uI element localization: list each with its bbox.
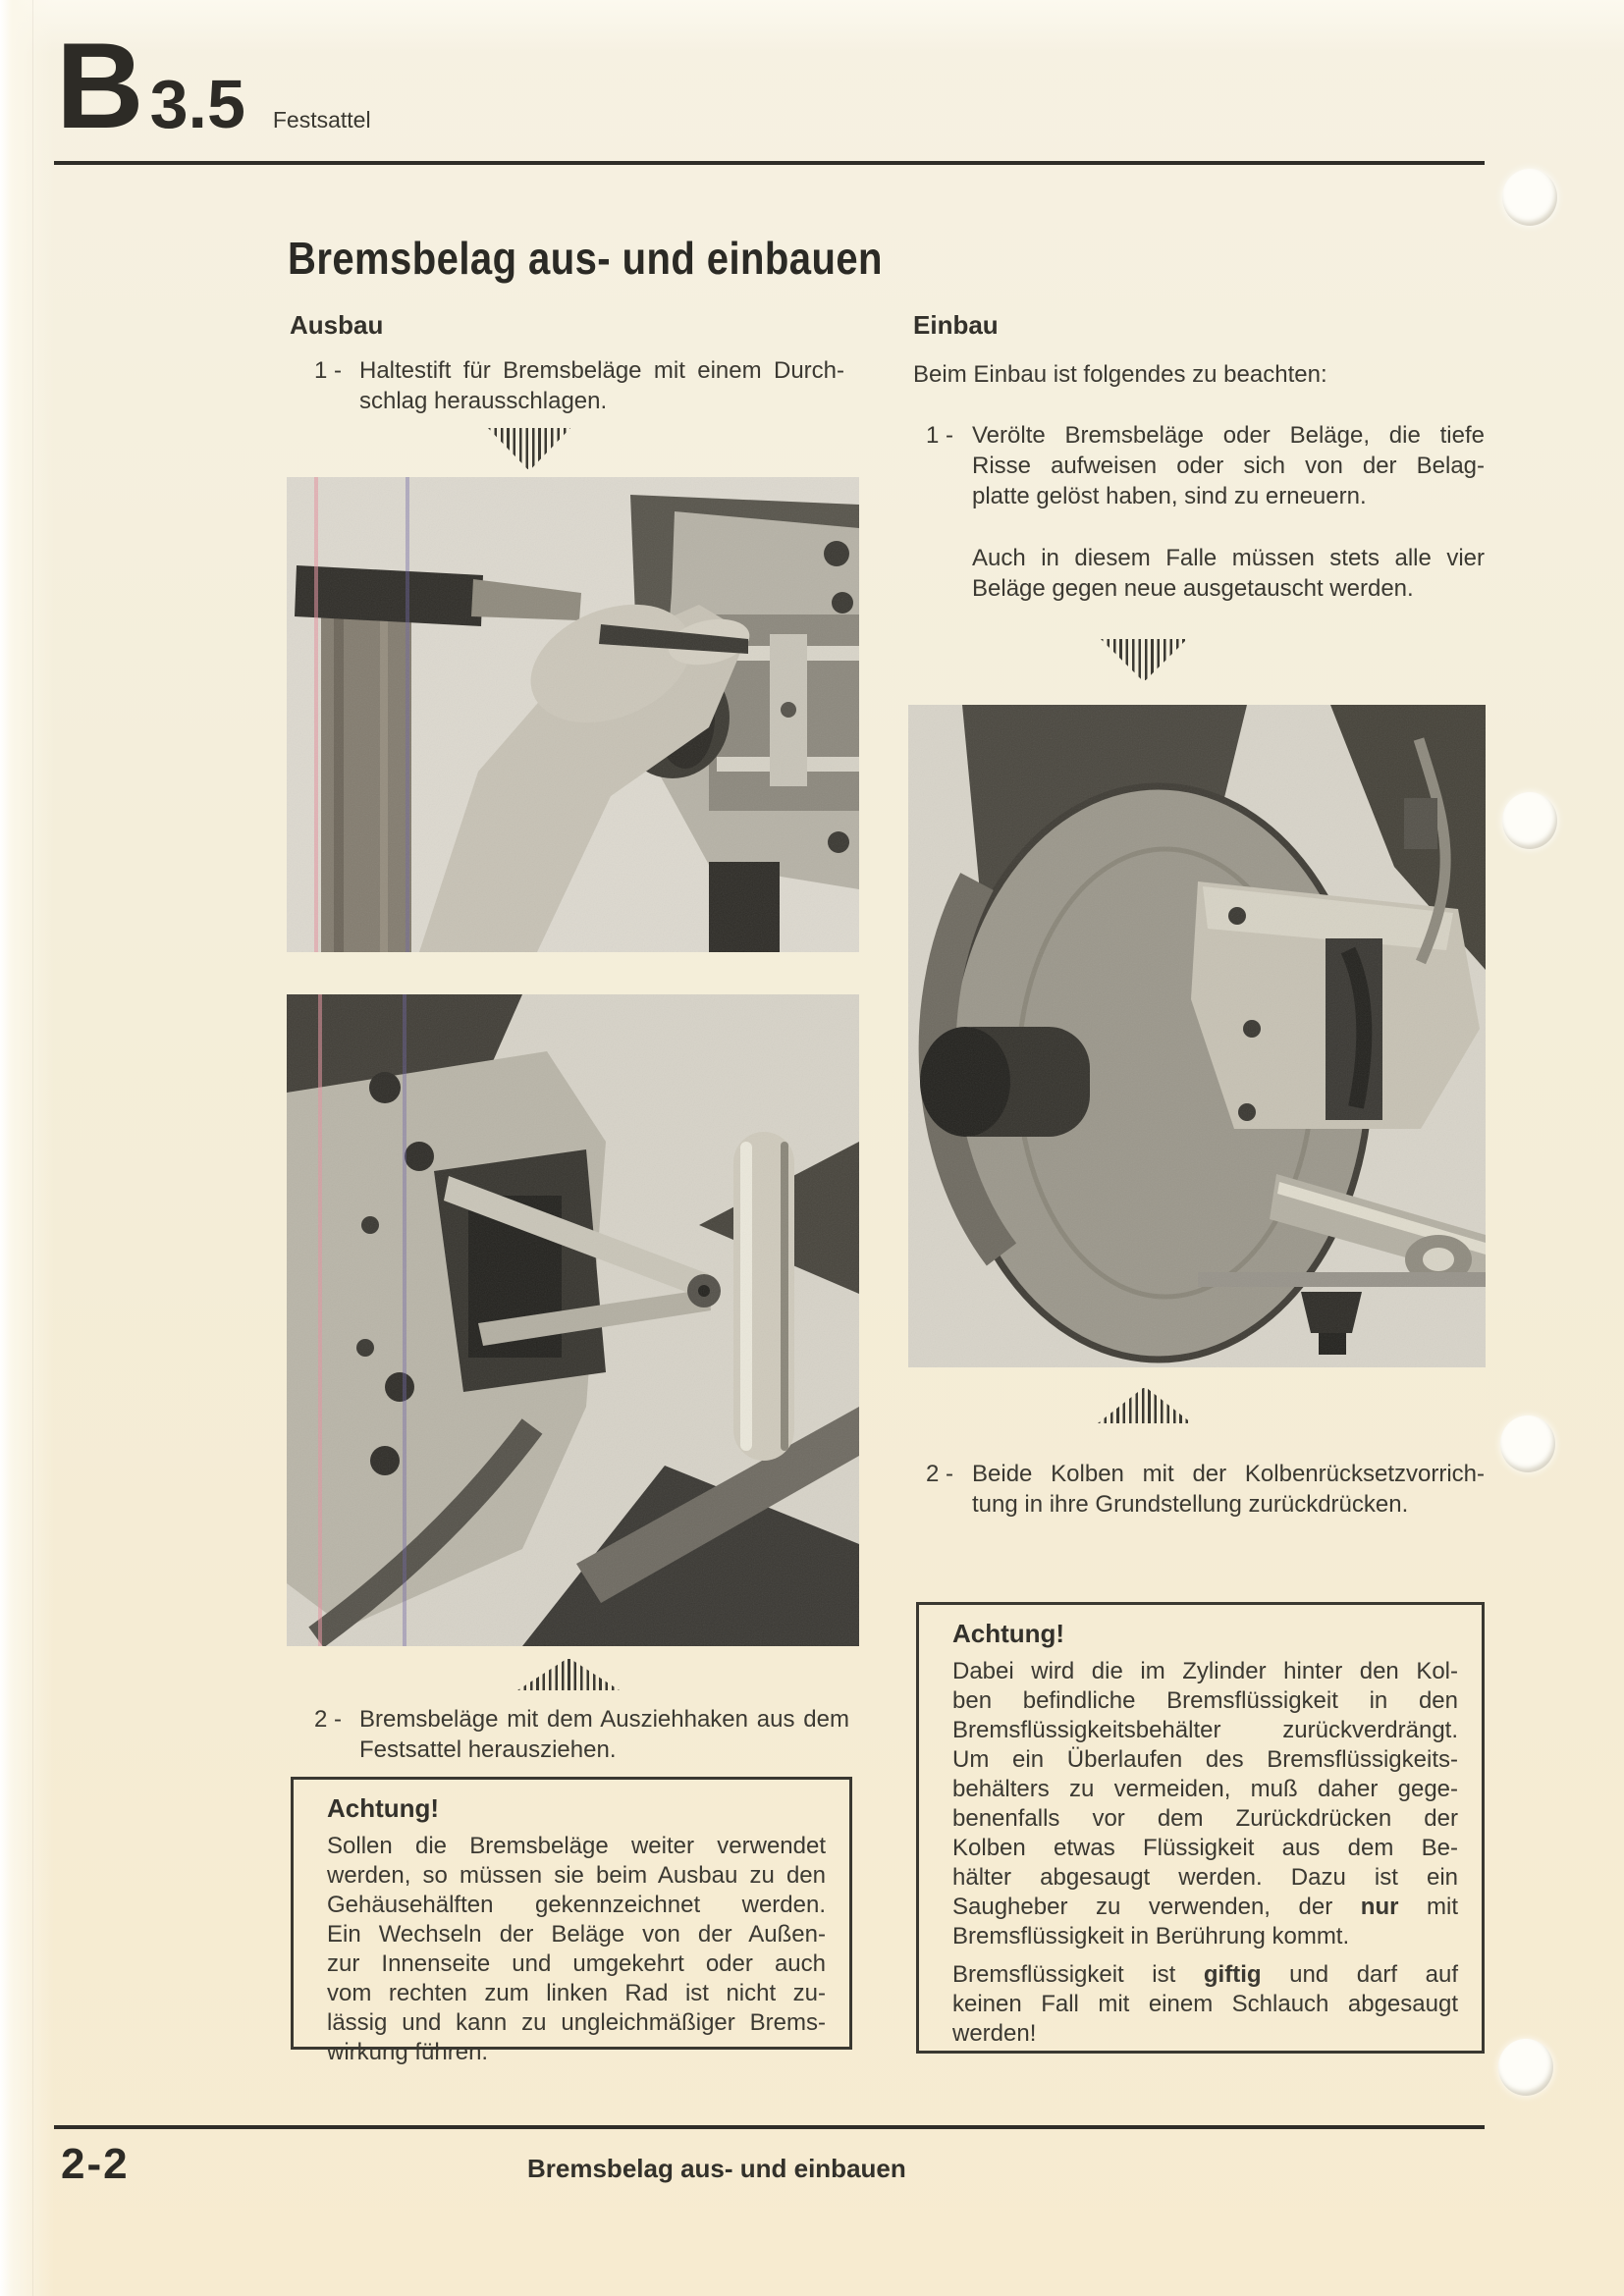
right-step-1-note: Auch in diesem Falle müssen stets alle vier Beläge gegen neue ausgetauscht werden.	[972, 545, 1485, 602]
photo-piston-reset-on-disc	[908, 705, 1486, 1367]
camera-pointer-down-icon	[1101, 639, 1187, 680]
section-label: Festsattel	[272, 107, 371, 133]
left-step-1	[314, 355, 844, 416]
warning-heading: Achtung!	[327, 1793, 440, 1823]
header-rule	[54, 161, 1485, 165]
page-title: Bremsbelag aus- und einbauen	[288, 233, 883, 284]
step-text: Beide Kolben mit der Kolbenrücksetzvorrich- tung in ihre Grundstellung zurückdrücken.	[972, 1461, 1485, 1518]
step-number: 1 -	[314, 357, 343, 384]
right-warning-box	[916, 1602, 1485, 2054]
step-number: 2 -	[314, 1706, 343, 1733]
warning-heading: Achtung!	[952, 1619, 1065, 1648]
right-step-1	[926, 420, 1485, 511]
photo-drive-out-retaining-pin	[287, 477, 859, 952]
section-header	[56, 19, 371, 154]
step-text: Verölte Bremsbeläge oder Beläge, die tiefe Risse aufweisen oder sich von der Belag- platte gelöst haben, sind zu erneuern.	[972, 422, 1485, 509]
left-column-heading: Ausbau	[290, 310, 384, 340]
right-step-2	[926, 1459, 1485, 1520]
left-step-2	[314, 1704, 849, 1765]
camera-pointer-up-icon	[517, 1659, 620, 1690]
step-number: 2 -	[926, 1461, 954, 1487]
photo-artwork	[287, 477, 859, 952]
punch-hole	[1502, 792, 1557, 849]
left-warning-box	[291, 1777, 852, 2065]
step-text: Bremsbeläge mit dem Ausziehhaken aus dem Festsattel herausziehen.	[359, 1706, 849, 1763]
camera-pointer-up-icon	[1098, 1388, 1192, 1423]
photo-artwork	[287, 994, 859, 1646]
step-number: 1 -	[926, 422, 954, 449]
right-intro: Beim Einbau ist folgendes zu beachten:	[913, 361, 1327, 388]
section-code: B	[56, 19, 142, 154]
step-text: Haltestift für Bremsbeläge mit einem Durch- schlag herausschlagen.	[359, 357, 844, 414]
punch-hole	[1498, 2039, 1553, 2096]
right-column-heading: Einbau	[913, 310, 999, 340]
punch-hole	[1500, 1415, 1555, 1472]
warning-text: Sollen die Bremsbeläge weiter verwendet werden, so müssen sie beim Ausbau zu den Gehäusehälften gekennzeichnet werden. Ein Wechseln der Beläge von der Außen- zur Innenseite und umgekehrt oder auch vom rechten zum linken Rad ist nicht zu- lässig und kann zu ungleichmäßiger Brems- wirkung führen.	[327, 1833, 826, 2065]
scan-crease	[32, 0, 33, 2296]
photo-artwork	[908, 705, 1486, 1367]
warning-text-paragraph-1: Dabei wird die im Zylinder hinter den Kol- ben befindliche Bremsflüssigkeit in den Bremsflüssigkeitsbehälter zurückverdrängt. Um ein Überlaufen des Bremsflüssigkeits- behälters zu vermeiden, muß daher gege- benenfalls vor dem Zurückdrücken der Kolben etwas Flüssigkeit aus dem Be- hälter abgesaugt werden. Dazu ist ein Saugheber zu verwenden, der nur mit Bremsflüssigkeit in Berührung kommt.	[952, 1658, 1459, 1949]
camera-pointer-down-icon	[488, 428, 570, 469]
footer-page-number: 2-2	[61, 2140, 130, 2188]
warning-text-paragraph-2: Bremsflüssigkeit ist giftig und darf auf keinen Fall mit einem Schlauch abgesaugt werden!	[952, 1961, 1458, 2047]
photo-pull-pads-with-hook	[287, 994, 859, 1646]
footer-title: Bremsbelag aus- und einbauen	[527, 2154, 906, 2183]
section-number: 3.5	[149, 66, 245, 142]
punch-hole	[1502, 169, 1557, 226]
footer-rule	[54, 2125, 1485, 2129]
